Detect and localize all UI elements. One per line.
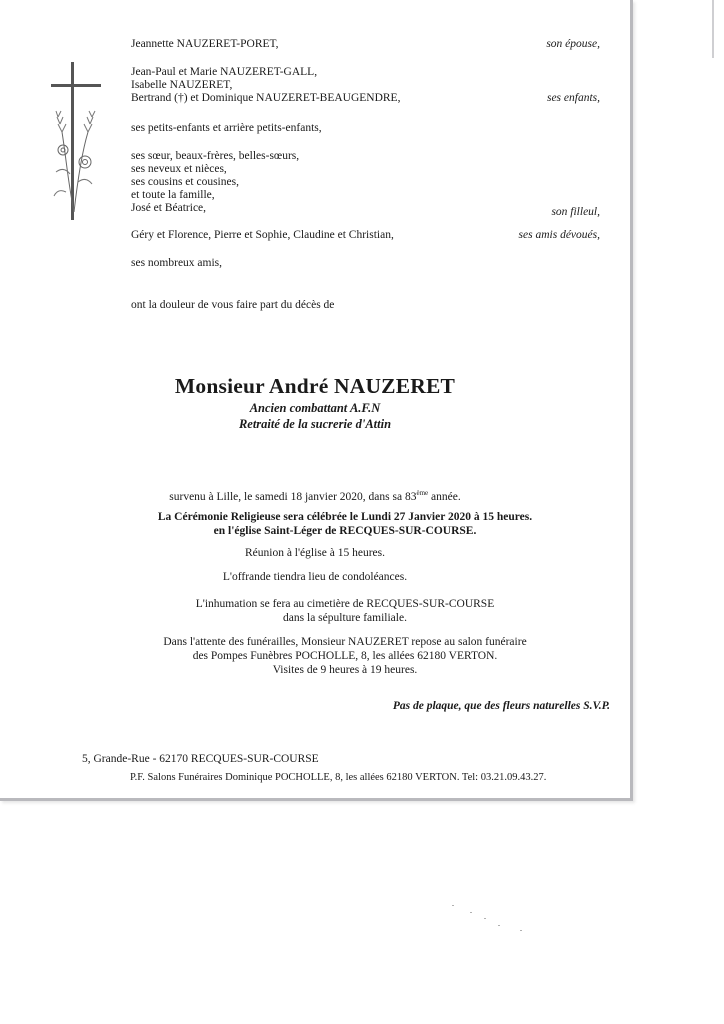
relatives-line-5: José et Béatrice, [131, 202, 207, 214]
announcement-line: ont la douleur de vous faire part du décès de [131, 299, 335, 311]
death-superscript: ème [416, 489, 429, 497]
offering-line: L'offrande tiendra lieu de condoléances. [222, 571, 408, 583]
death-line [0, 487, 630, 504]
ceremony-line-2: en l'église Saint-Léger de RECQUES-SUR-COURSE. [213, 525, 477, 537]
child-line-2: Isabelle NAUZERET, [131, 79, 233, 91]
friends-line: Géry et Florence, Pierre et Sophie, Claudine et Christian, [131, 229, 394, 241]
relatives-line-3: ses cousins et cousines, [131, 176, 239, 188]
scan-speck [470, 912, 472, 913]
funeral-line-1: Dans l'attente des funérailles, Monsieur NAUZERET repose au salon funéraire [163, 636, 527, 648]
child-line-1: Jean-Paul et Marie NAUZERET-GALL, [131, 66, 318, 78]
no-plaque-line: Pas de plaque, que des fleurs naturelles S.V.P. [392, 700, 610, 712]
deceased-title-1: Ancien combattant A.F.N [249, 401, 381, 415]
children-role: ses enfants, [546, 92, 600, 104]
undertaker-line: P.F. Salons Funéraires Dominique POCHOLLE, 8, les allées 62180 VERTON. Tel: 03.21.09.43.27. [130, 772, 547, 783]
spouse-name: Jeannette NAUZERET-PORET, [131, 38, 279, 50]
meeting-line: Réunion à l'église à 15 heures. [244, 547, 386, 559]
death-text: survenu à Lille, le samedi 18 janvier 2020, dans sa 83 [169, 490, 417, 503]
child-line-3: Bertrand (†) et Dominique NAUZERET-BEAUGENDRE, [131, 92, 401, 104]
many-friends-line: ses nombreux amis, [131, 257, 223, 269]
scan-speck [484, 918, 486, 919]
page-edge [712, 0, 714, 58]
relatives-line-1: ses sœur, beaux-frères, belles-sœurs, [131, 150, 300, 162]
relatives-line-4: et toute la famille, [131, 189, 215, 201]
deceased-name: Monsieur André NAUZERET [174, 374, 456, 398]
cross-with-flowers-icon [48, 62, 106, 222]
visits-line: Visites de 9 heures à 19 heures. [272, 664, 418, 676]
relatives-line-2: ses neveux et nièces, [131, 163, 227, 175]
deceased-title-2: Retraité de la sucrerie d'Attin [238, 417, 392, 431]
spouse-role: son épouse, [546, 38, 600, 50]
death-text-end: année. [428, 490, 461, 503]
scan-speck [452, 905, 454, 906]
friends-role: ses amis dévoués, [518, 229, 600, 241]
burial-line-2: dans la sépulture familiale. [283, 612, 407, 624]
grandchildren-line: ses petits-enfants et arrière petits-enfants, [131, 122, 322, 134]
scan-speck [498, 925, 500, 926]
burial-line-1: L'inhumation se fera au cimetière de RECQUES-SUR-COURSE [195, 598, 495, 610]
godson-role: son filleul, [551, 206, 600, 218]
funeral-line-2: des Pompes Funèbres POCHOLLE, 8, les allées 62180 VERTON. [192, 650, 498, 662]
scan-speck [520, 930, 522, 931]
address-line: 5, Grande-Rue - 62170 RECQUES-SUR-COURSE [82, 753, 319, 765]
ceremony-line-1: La Cérémonie Religieuse sera célébrée le Lundi 27 Janvier 2020 à 15 heures. [157, 511, 533, 523]
